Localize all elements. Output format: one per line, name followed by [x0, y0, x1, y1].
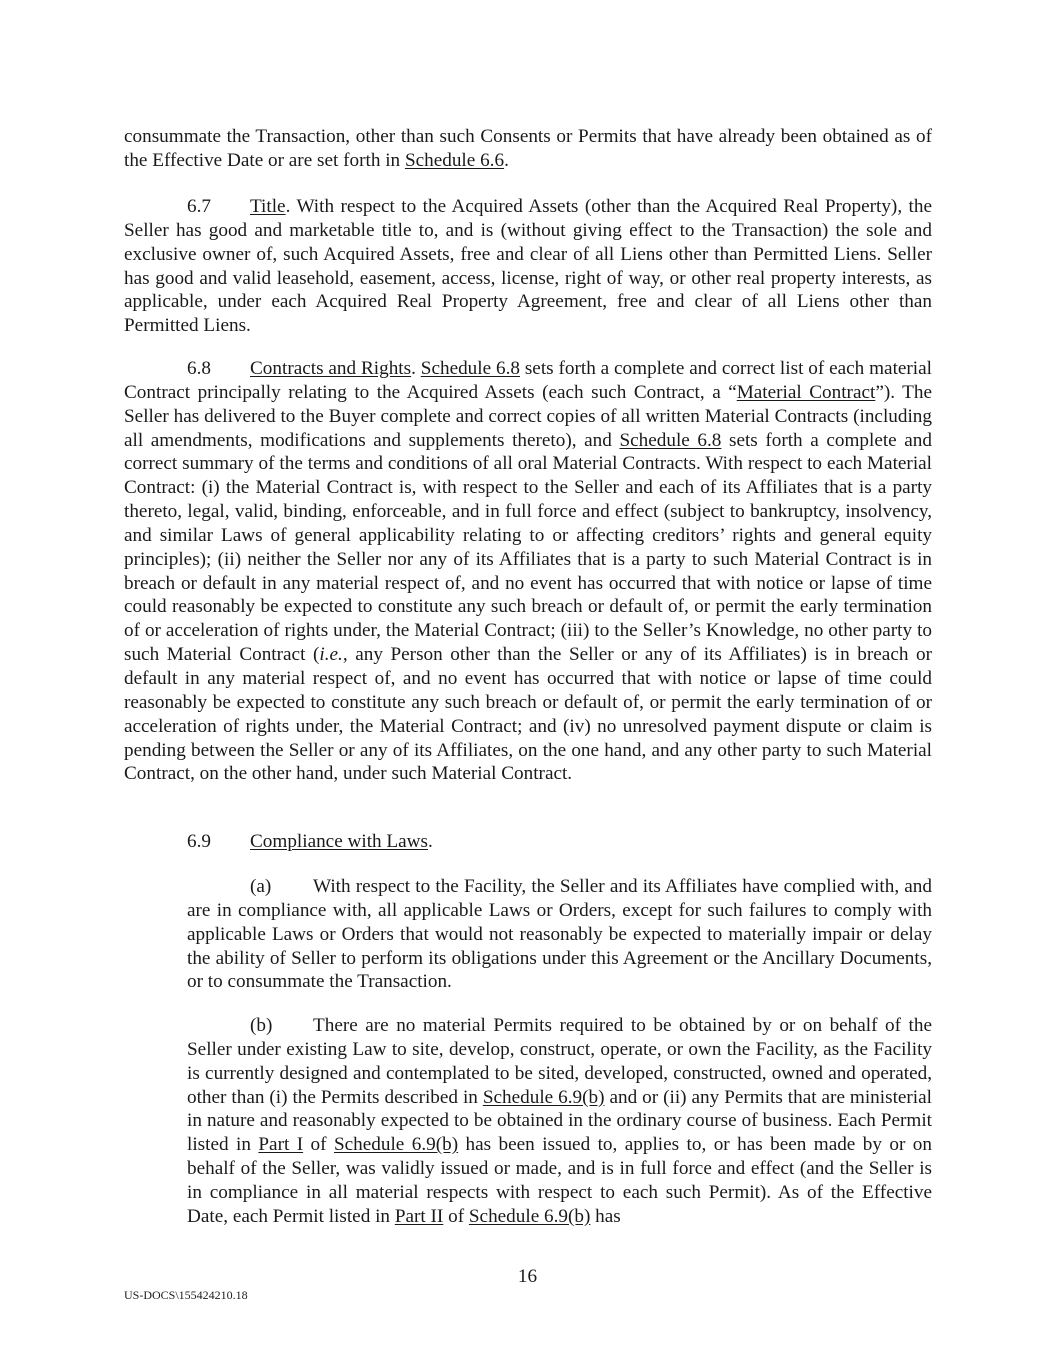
schedule-6-9b-ref: Schedule 6.9(b): [333, 1134, 459, 1156]
part-ii-ref: Part II: [394, 1205, 444, 1227]
section-body: . With respect to the Acquired Assets (other than the Acquired Real Property), the Seller has good and marketable title to, and is (without giving effect to the Transaction) the sole and exclusive owner of, such Acquired Assets, free and clear of all Liens other than Permitted Liens. Seller has good and valid leasehold, easement, access, license, right of way, or other real property interests, as applicable, under each Acquired Real Property Agreement, free and clear of all Liens other than Permitted Liens.: [124, 196, 932, 337]
subsection-6-9-b: (b) There are no material Permits required to be obtained by or on behalf of the Seller under existing Law to site, develop, construct, operate, or own the Facility, as the Facility is currently designed and contemplated to be sited, developed, constructed, owned and operated, other than (i) the Permits described in Schedule 6.9(b) and or (ii) any Permits that are ministerial in nature and reasonably expected to be obtained in the ordinary course of business. Each Permit listed in Part I of Schedule 6.9(b) has been issued to, applies to, or has been made by or on behalf of the Seller, was validly issued or made, and is in full force and effect (and the Seller is in compliance in all material respects with respect to each such Permit). As of the Effective Date, each Permit listed in Part II of Schedule 6.9(b) has: [187, 1015, 932, 1227]
page-number: 16: [517, 1266, 538, 1287]
subsection-6-9-a: [187, 875, 932, 994]
schedule-6-8-ref: Schedule 6.8: [619, 429, 722, 451]
continuation-paragraph: consummate the Transaction, other than such Consents or Permits that have already been obtained as of the Effective Date or are set forth in Schedule 6.6.: [124, 126, 932, 171]
schedule-6-6-ref: Schedule 6.6: [404, 149, 505, 171]
schedule-6-8-ref: Schedule 6.8: [420, 358, 520, 379]
section-heading: Title: [250, 196, 286, 217]
italic-ie: i.e.: [319, 644, 343, 666]
section-number: 6.7: [187, 196, 211, 217]
defined-term: Material Contract: [736, 381, 876, 403]
section-number: 6.9: [187, 831, 211, 852]
continuation-text: consummate the Transaction, other than such Consents or Permits that have already been obtained as of the Effective Date or are set forth in: [124, 126, 932, 171]
schedule-6-9b-ref: Schedule 6.9(b): [482, 1086, 605, 1108]
subsection-body: With respect to the Facility, the Seller and its Affiliates have complied with, and are in compliance with, all applicable Laws or Orders, except for such failures to comply with applicable Laws or Orders that would not reasonably be expected to materially impair or delay the ability of Seller to perform its obligations under this Agreement or the Ancillary Documents, or to consummate the Transaction.: [187, 876, 932, 993]
schedule-6-9b-ref: Schedule 6.9(b): [468, 1205, 591, 1227]
section-heading: Compliance with Laws: [250, 831, 428, 852]
part-i-ref: Part I: [258, 1134, 304, 1156]
section-6-7: [124, 195, 932, 338]
section-6-9: 6.9 Compliance with Laws.: [187, 831, 433, 852]
subsection-label: (a): [250, 876, 272, 897]
document-id: US-DOCS\155424210.18: [124, 1288, 248, 1302]
section-6-8: 6.8 Contracts and Rights. Schedule 6.8 sets forth a complete and correct list of each material Contract principally relating to the Acquired Assets (each such Contract, a “Material Contract”). The Seller has delivered to the Buyer complete and correct copies of all written Material Contracts (including all amendments, modifications and supplements thereto), and Schedule 6.8 sets forth a complete and correct summary of the terms and conditions of all oral Material Contracts. With respect to each Material Contract: (i) the Material Contract is, with respect to the Seller and each of its Affiliates that is a party thereto, legal, valid, binding, enforceable, and in full force and effect (subject to bankruptcy, insolvency, and similar Laws of general applicability relating to or affecting creditors’ rights and general equity principles); (ii) neither the Seller nor any of its Affiliates that is a party to such Material Contract is in breach or default in any material respect of, and no event has occurred that with notice or lapse of time could reasonably be expected to constitute any such breach or default of, or permit the early termination of or acceleration of rights under, the Material Contract; (iii) to the Seller’s Knowledge, no other party to such Material Contract (i.e., any Person other than the Seller or any of its Affiliates) is in breach or default in any material respect of, and no event has occurred that with notice or lapse of time could reasonably be expected to constitute any such breach or default of, or permit the early termination of or acceleration of rights under, the Material Contract; and (iv) no unresolved payment dispute or claim is pending between the Seller or any of its Affiliates, on the one hand, and any other party to such Material Contract, on the other hand, under such Material Contract.: [124, 358, 933, 785]
subsection-label: (b): [250, 1015, 273, 1036]
section-heading: Contracts and Rights: [250, 358, 412, 379]
section-number: 6.8: [187, 358, 211, 379]
